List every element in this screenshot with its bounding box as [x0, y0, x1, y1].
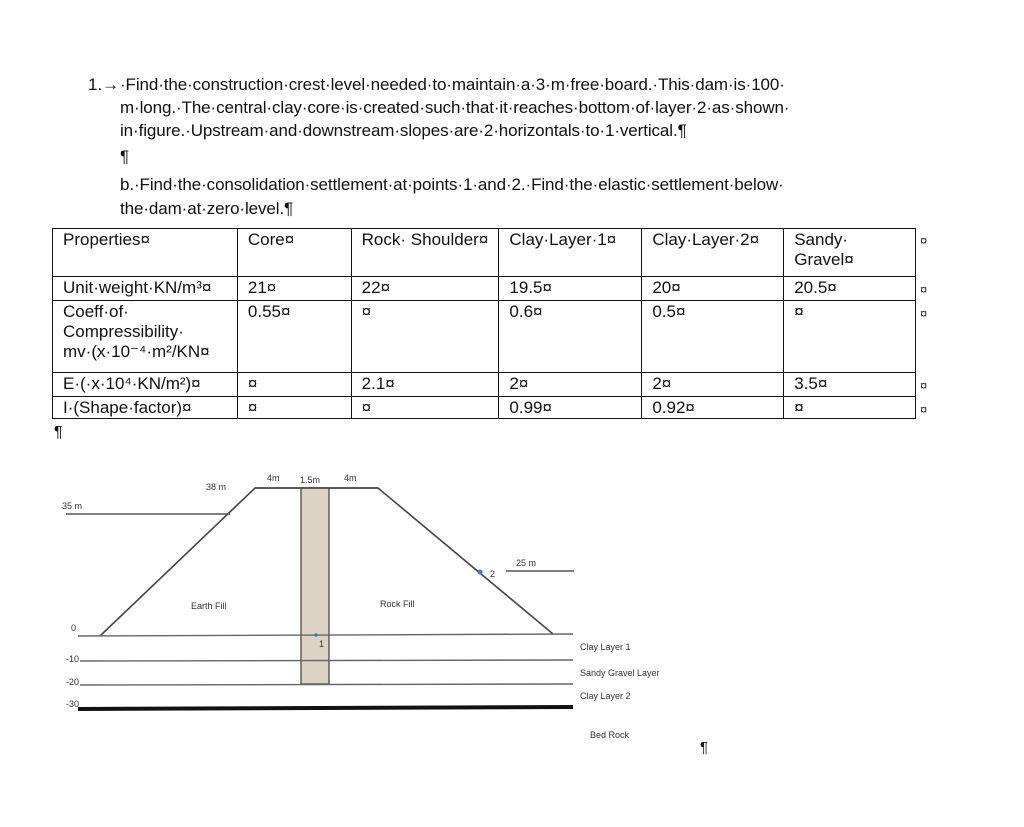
table-cell: ¤	[351, 397, 499, 419]
ground-line	[78, 634, 573, 636]
earth-fill-label: Earth Fill	[191, 601, 227, 611]
clay-layer-1-label: Clay Layer 1	[580, 642, 631, 652]
properties-table	[52, 228, 916, 419]
depth-20-label: -20	[66, 677, 80, 687]
table-cell: Coeff·of· Compressibility· mv·(x·10⁻⁴·m²/KN¤	[53, 301, 238, 373]
table-cell: 20¤	[642, 277, 784, 301]
table-cell: ¤	[237, 397, 351, 419]
table-row	[53, 301, 916, 373]
table-cell: 0.6¤	[499, 301, 642, 373]
header-cell: Rock· Shoulder¤	[351, 229, 499, 277]
header-cell: Properties¤	[53, 229, 238, 277]
point-2-label: 2	[490, 569, 496, 579]
clay-layer-2-label: Clay Layer 2	[580, 691, 631, 701]
level-25m-label: 25 m	[516, 558, 537, 568]
dim-1-5m-label: 1.5m	[300, 475, 321, 485]
table-cell: 19.5¤	[499, 277, 642, 301]
table-cell: I·(Shape·factor)¤	[53, 397, 238, 419]
header-cell: Sandy· Gravel¤	[784, 229, 916, 277]
table-cell: 0.92¤	[642, 397, 784, 419]
header-cell: Clay·Layer·2¤	[642, 229, 784, 277]
point-2-marker	[478, 570, 483, 575]
dim-4m-right-label: 4m	[344, 473, 357, 483]
table-cell: E·(·x·10⁴·KN/m²)¤	[53, 373, 238, 397]
table-cell: 2.1¤	[351, 373, 499, 397]
question-number: 1.→	[88, 75, 120, 94]
table-row	[53, 397, 916, 419]
table-cell: 21¤	[237, 277, 351, 301]
table-cell: Unit·weight·KN/m³¤	[53, 277, 238, 301]
clay-core	[301, 488, 329, 684]
dim-38m-label: 38 m	[206, 482, 227, 492]
row-end-mark: ¤	[920, 378, 928, 393]
dim-4m-left-label: 4m	[267, 473, 280, 483]
row-end-mark: ¤	[920, 233, 928, 248]
row-end-mark: ¤	[920, 282, 928, 297]
point-1-marker	[314, 633, 318, 637]
question-line-2: m·long.·The·central·clay·core·is·created·such·that·it·reaches·bottom·of·layer·2·as·shown·	[120, 98, 790, 117]
depth-30-label: -30	[66, 699, 80, 709]
table-row	[53, 277, 916, 301]
figure-end-mark: ¶	[700, 739, 709, 756]
table-cell: ¤	[237, 373, 351, 397]
table-cell: ¤	[351, 301, 499, 373]
point-1-label: 1	[319, 639, 325, 649]
table-cell: ¤	[784, 301, 916, 373]
rock-fill-label: Rock Fill	[380, 599, 415, 609]
depth-0-label: 0	[71, 623, 77, 633]
table-cell: 3.5¤	[784, 373, 916, 397]
table-cell: 0.55¤	[237, 301, 351, 373]
row-end-mark: ¤	[920, 402, 928, 417]
table-header-row	[53, 229, 916, 277]
paragraph-mark: ¶	[54, 424, 63, 441]
table-cell: 20.5¤	[784, 277, 916, 301]
header-cell: Clay·Layer·1¤	[499, 229, 642, 277]
part-b-line-1: b.·Find·the·consolidation·settlement·at·points·1·and·2.·Find·the·elastic·settlement·below·	[120, 175, 784, 194]
depth-10-label: -10	[66, 654, 80, 664]
layer-line-10	[80, 660, 573, 661]
part-b-line-2: the·dam·at·zero·level.¶	[120, 199, 294, 218]
layer-line-20	[80, 684, 573, 685]
table-cell: 0.99¤	[499, 397, 642, 419]
bed-rock-line	[78, 707, 573, 709]
table-row	[53, 373, 916, 397]
table-cell: ¤	[784, 397, 916, 419]
table-cell: 2¤	[642, 373, 784, 397]
table-cell: 0.5¤	[642, 301, 784, 373]
question-line-1: ·Find·the·construction·crest·level·needed·to·maintain·a·3·m·free·board.·This·dam·is·100·	[120, 75, 785, 94]
bed-rock-label: Bed Rock	[590, 730, 630, 740]
question-line-3: in·figure.·Upstream·and·downstream·slopes·are·2·horizontals·to·1·vertical.¶	[120, 121, 687, 140]
header-cell: Core¤	[237, 229, 351, 277]
blank-paragraph-mark: ¶	[120, 147, 130, 166]
table-cell: 2¤	[499, 373, 642, 397]
level-35m-label: 35 m	[62, 501, 83, 511]
table-cell: 22¤	[351, 277, 499, 301]
dam-cross-section-figure	[0, 440, 1024, 770]
row-end-mark: ¤	[920, 306, 928, 321]
sandy-gravel-label: Sandy Gravel Layer	[580, 668, 660, 678]
